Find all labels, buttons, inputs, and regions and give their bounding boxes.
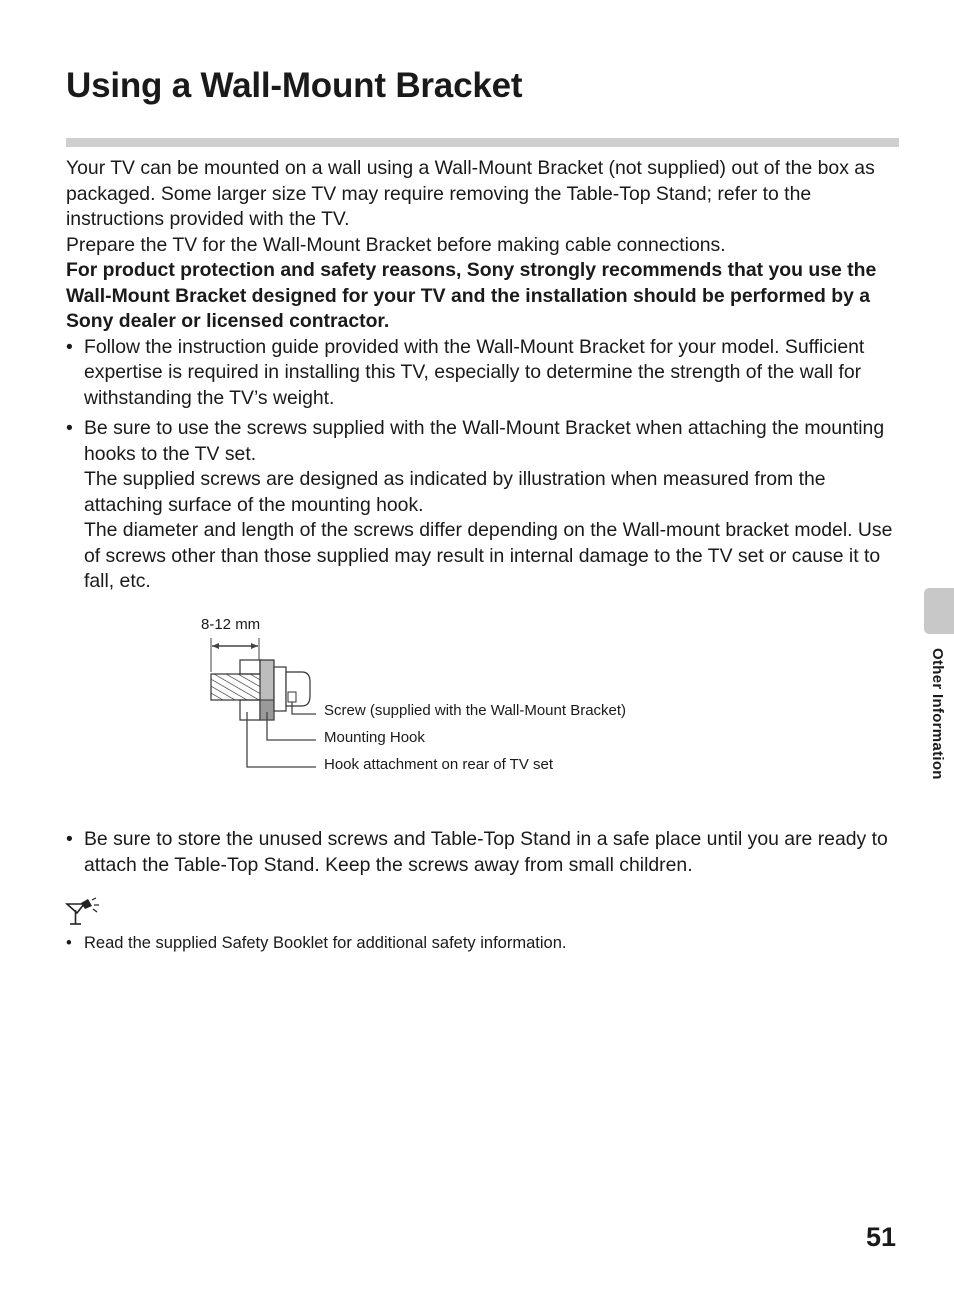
bullet-text: • Be sure to use the screws supplied with the Wall-Mount Bracket when attaching the mounting hooks to the TV set. <box>84 417 885 465</box>
bullet-text: • Be sure to store the unused screws and Table-Top Stand in a safe place until you are ready to attach the Table-Top Stand. Keep the screws away from small children. <box>84 828 888 876</box>
hint-lamp-icon <box>64 896 104 928</box>
safety-note <box>66 932 901 959</box>
page-number: 51 <box>866 1222 897 1252</box>
page-title: Using a Wall-Mount Bracket <box>66 66 523 105</box>
hook-attachment-label: Hook attachment on rear of TV set <box>324 756 554 773</box>
safety-warning: For product protection and safety reasons, Sony strongly recommends that you use the Wall-Mount Bracket designed for your TV and the installation should be performed by a Sony dealer or licensed contractor. <box>66 259 877 332</box>
list-item <box>66 932 901 954</box>
screw-label: Screw (supplied with the Wall-Mount Bracket) <box>324 702 627 719</box>
list-item <box>66 335 901 412</box>
storage-note <box>66 827 901 883</box>
screw-diagram <box>190 612 710 787</box>
instruction-list-2 <box>66 827 901 878</box>
mounting-hook-label: Mounting Hook <box>324 729 425 746</box>
intro-paragraph-1: Your TV can be mounted on a wall using a Wall-Mount Bracket (not supplied) out of the box as packaged. Some larger size TV may require removing the Table-Top Stand; refer to the instructions provided with the TV. <box>66 157 875 230</box>
intro-paragraph-2: Prepare the TV for the Wall-Mount Bracket before making cable connections. <box>66 233 726 256</box>
bullet-detail: The diameter and length of the screws differ depending on the Wall-mount bracket model. Use of screws other than those supplied may result in internal damage to the TV set or cause it to fall, etc. <box>84 519 893 592</box>
dimension-label: 8-12 mm <box>201 616 261 633</box>
list-item <box>66 416 901 595</box>
bullet-detail: The supplied screws are designed as indicated by illustration when measured from the attaching surface of the mounting hook. <box>84 468 826 516</box>
bullet-text: • Follow the instruction guide provided with the Wall-Mount Bracket for your model. Sufficient expertise is required in installing this TV, especially to determine the strength of the wall for withstanding the TV’s weight. <box>84 335 865 409</box>
title-rule <box>66 138 899 147</box>
section-label: Other Information <box>929 648 946 780</box>
note-text: • Read the supplied Safety Booklet for additional safety information. <box>84 934 567 952</box>
section-tab <box>924 588 954 634</box>
note-list <box>66 932 901 954</box>
instruction-list <box>66 335 901 595</box>
list-item <box>66 827 901 878</box>
main-text <box>66 156 901 600</box>
